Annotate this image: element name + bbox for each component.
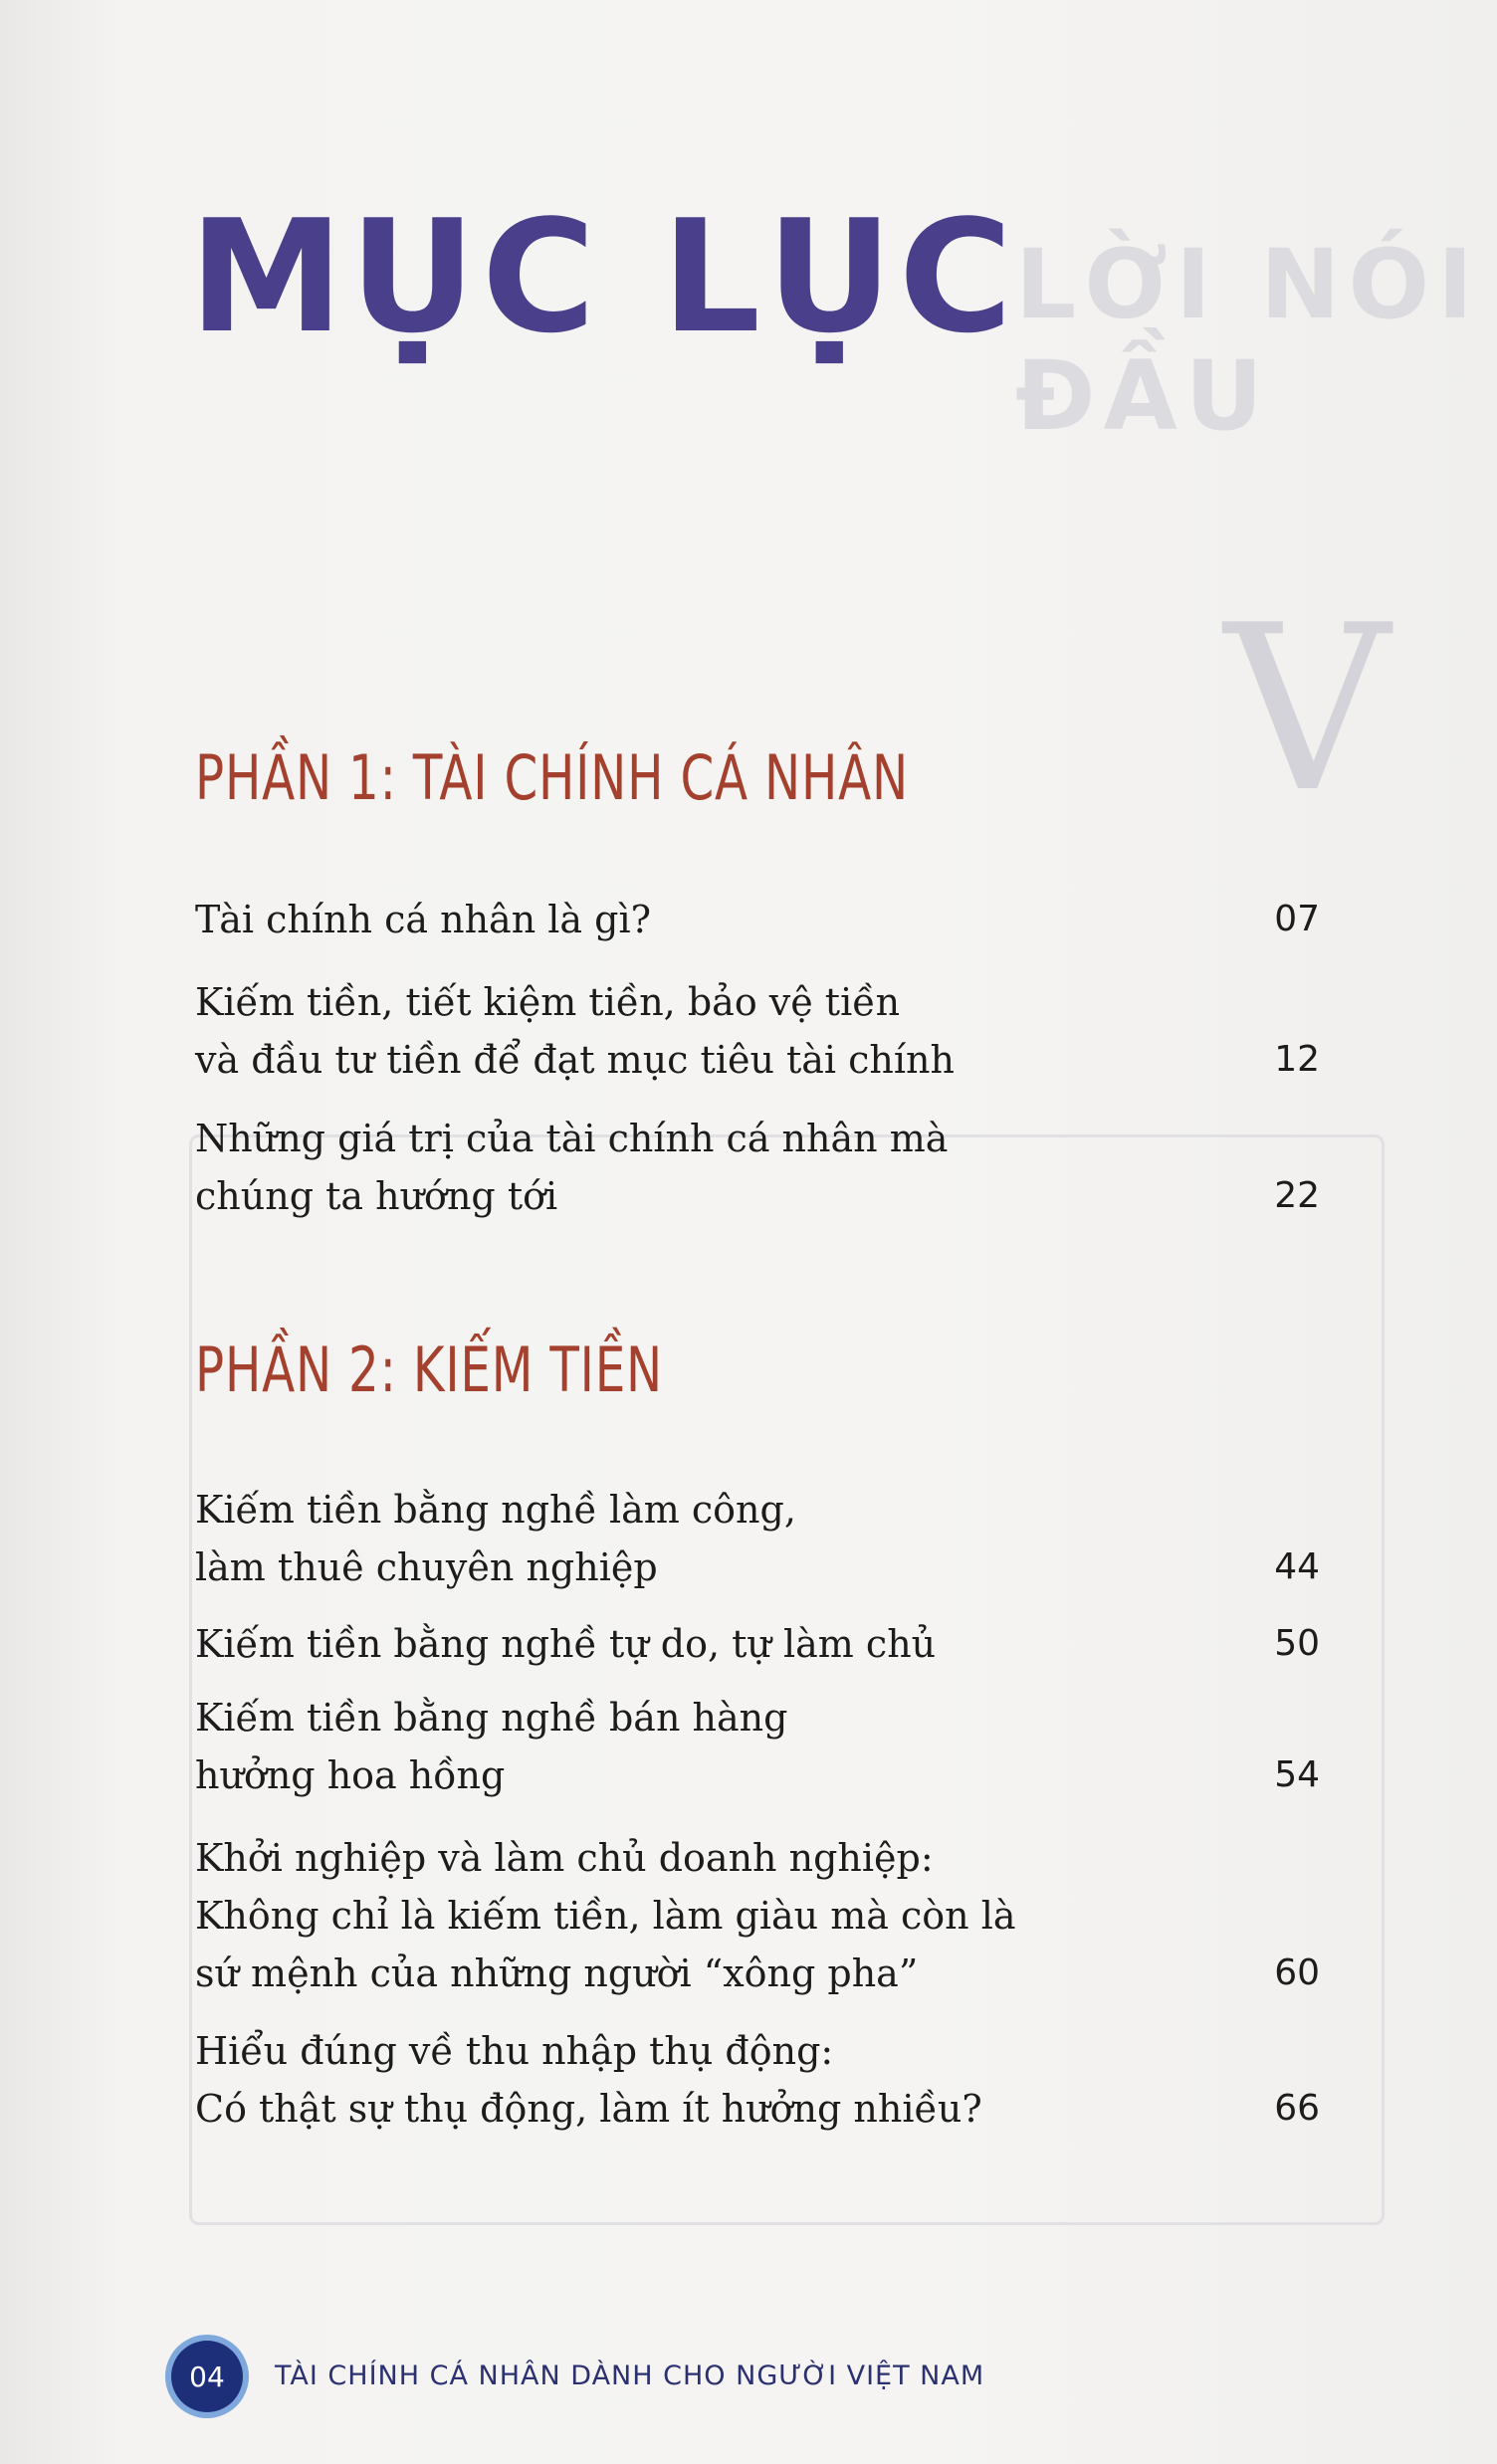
toc-page-number: 66 (1274, 2088, 1320, 2129)
toc-entry-line: Kiếm tiền, tiết kiệm tiền, bảo vệ tiền (195, 980, 901, 1024)
show-through-heading: LỜI NÓI ĐẦU (1015, 229, 1481, 452)
toc-entry-line: Khởi nghiệp và làm chủ doanh nghiệp: (195, 1836, 934, 1880)
running-footer-title: TÀI CHÍNH CÁ NHÂN DÀNH CHO NGƯỜI VIỆT NAM (275, 2361, 985, 2391)
toc-entry[interactable] (195, 1689, 1320, 1804)
toc-entry[interactable] (195, 973, 1320, 1089)
toc-page-number: 50 (1274, 1623, 1320, 1664)
toc-page-number: 54 (1274, 1754, 1320, 1795)
toc-entry-line: Tài chính cá nhân là gì? (195, 898, 651, 941)
toc-page-number: 12 (1274, 1039, 1320, 1080)
toc-entry-line: làm thuê chuyên nghiệp (195, 1545, 658, 1589)
toc-entry-line: Hiểu đúng về thu nhập thụ động: (195, 2029, 834, 2073)
section-heading-2: PHẦN 2: KIẾM TIỀN (195, 1334, 664, 1406)
toc-entry-line: chúng ta hướng tới (195, 1174, 558, 1218)
toc-entry[interactable] (195, 2022, 1320, 2138)
toc-entry[interactable] (195, 1615, 1320, 1673)
toc-entry-line: hưởng hoa hồng (195, 1753, 506, 1797)
section-heading-1: PHẦN 1: TÀI CHÍNH CÁ NHÂN (195, 741, 909, 814)
page-title: MỤC LỤC (189, 186, 1019, 367)
toc-entry[interactable] (195, 1829, 1320, 2002)
toc-entry-line: Không chỉ là kiếm tiền, làm giàu mà còn là (195, 1894, 1016, 1938)
toc-entry-line: Kiếm tiền bằng nghề bán hàng (195, 1696, 788, 1740)
toc-entry[interactable] (195, 891, 1320, 948)
toc-entry-line: Kiếm tiền bằng nghề tự do, tự làm chủ (195, 1622, 937, 1666)
show-through-dropcap: V (1224, 577, 1390, 843)
toc-entry-line: Những giá trị của tài chính cá nhân mà (195, 1117, 949, 1160)
toc-entry[interactable] (195, 1481, 1320, 1596)
toc-entry[interactable] (195, 1110, 1320, 1225)
page-number-badge: 04 (171, 2341, 243, 2412)
toc-page-number: 07 (1274, 899, 1320, 939)
toc-entry-line: và đầu tư tiền để đạt mục tiêu tài chính (195, 1038, 956, 1082)
toc-entry-line: Có thật sự thụ động, làm ít hưởng nhiều? (195, 2087, 982, 2131)
toc-page-number: 44 (1274, 1546, 1320, 1587)
toc-entry-line: Kiếm tiền bằng nghề làm công, (195, 1488, 796, 1532)
toc-page-number: 60 (1274, 1952, 1320, 1993)
toc-entry-line: sứ mệnh của những người “xông pha” (195, 1951, 919, 1995)
toc-page-number: 22 (1274, 1175, 1320, 1216)
